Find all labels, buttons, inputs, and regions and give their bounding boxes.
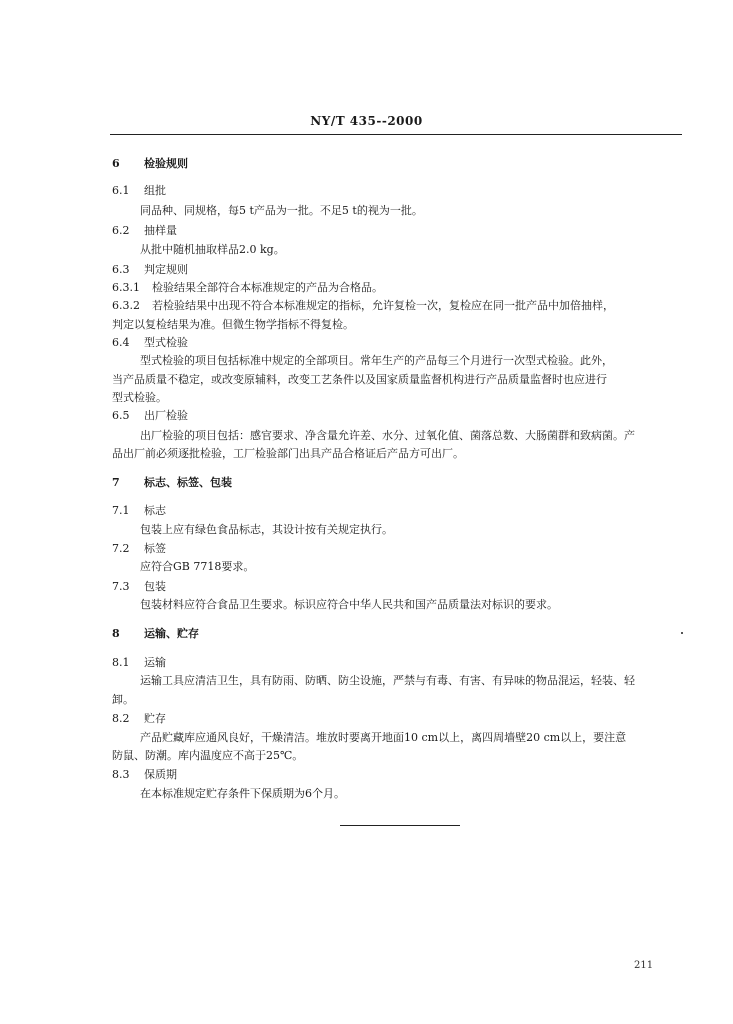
- section-6-4-body-line: 当产品质量不稳定，或改变原辅料，改变工艺条件以及国家质量监督机构进行产品质量监督时也应进行: [112, 373, 607, 386]
- section-number: 6.5: [112, 409, 130, 422]
- section-6-5-body-line: 出厂检验的项目包括：感官要求、净含量允许差、水分、过氧化值、菌落总数、大肠菌群和致病菌。产: [140, 429, 635, 442]
- section-6-5-heading: [112, 409, 188, 423]
- section-6-2-body: 从批中随机抽取样品2.0 kg。: [140, 243, 285, 256]
- section-number: 6.2: [112, 224, 130, 237]
- section-title: 运输: [144, 656, 166, 669]
- section-8-2-body-line: 产品贮藏库应通风良好，干燥清洁。堆放时要离开地面10 cm以上，离四周墙壁20 cm以上，要注意: [140, 731, 627, 744]
- section-8-2-body-line: 防鼠、防潮。库内温度应不高于25℃。: [112, 749, 304, 762]
- section-6-5-body-line: 品出厂前必须逐批检验，工厂检验部门出具产品合格证后产品方可出厂。: [112, 447, 464, 460]
- section-6-2-heading: [112, 224, 177, 238]
- section-7-1-heading: [112, 504, 166, 518]
- section-title: 标签: [144, 542, 166, 555]
- section-8-1-body-line: 卸。: [112, 693, 134, 706]
- section-number: 6.1: [112, 184, 130, 197]
- page-header-code: NY/T 435--2000: [310, 114, 423, 128]
- section-8-heading: [112, 627, 199, 641]
- section-7-2-body: 应符合GB 7718要求。: [140, 560, 255, 573]
- section-6-1-body: 同品种、同规格，每5 t产品为一批。不足5 t的视为一批。: [140, 204, 423, 217]
- section-number: 6.4: [112, 336, 130, 349]
- section-8-3-body: 在本标准规定贮存条件下保质期为6个月。: [140, 787, 345, 800]
- section-text: 检验结果全部符合本标准规定的产品为合格品。: [152, 281, 383, 294]
- section-number: 6: [112, 157, 120, 170]
- section-7-2-heading: [112, 542, 166, 556]
- section-text: 若检验结果中出现不符合本标准规定的指标，允许复检一次，复检应在同一批产品中加倍抽样，: [152, 299, 614, 312]
- section-number: 6.3.2: [112, 299, 140, 312]
- section-number: 8.2: [112, 712, 130, 725]
- section-number: 8: [112, 627, 120, 640]
- section-6-4-heading: [112, 336, 188, 350]
- section-title: 包装: [144, 580, 166, 593]
- section-6-3-2-continued: 判定以复检结果为准。但微生物学指标不得复检。: [112, 318, 354, 331]
- section-8-1-body-line: 运输工具应清洁卫生，具有防雨、防晒、防尘设施，严禁与有毒、有害、有异味的物品混运，轻装、轻: [140, 674, 635, 687]
- section-number: 6.3: [112, 263, 130, 276]
- end-of-document-rule: [340, 825, 460, 826]
- scan-speck: [681, 632, 683, 634]
- section-8-3-heading: [112, 768, 177, 782]
- section-title: 抽样量: [144, 224, 177, 237]
- section-number: 8.3: [112, 768, 130, 781]
- section-title: 组批: [144, 184, 166, 197]
- section-7-3-body: 包装材料应符合食品卫生要求。标识应符合中华人民共和国产品质量法对标识的要求。: [140, 598, 558, 611]
- section-number: 8.1: [112, 656, 130, 669]
- section-6-4-body-line: 型式检验。: [112, 391, 167, 404]
- section-title: 运输、贮存: [144, 627, 199, 640]
- section-title: 检验规则: [144, 157, 188, 170]
- section-number: 7.2: [112, 542, 130, 555]
- section-number: 6.3.1: [112, 281, 140, 294]
- section-7-1-body: 包装上应有绿色食品标志，其设计按有关规定执行。: [140, 523, 393, 536]
- section-title: 标志: [144, 504, 166, 517]
- section-7-3-heading: [112, 580, 166, 594]
- section-title: 型式检验: [144, 336, 188, 349]
- section-title: 出厂检验: [144, 409, 188, 422]
- section-title: 贮存: [144, 712, 166, 725]
- section-8-2-heading: [112, 712, 166, 726]
- section-title: 标志、标签、包装: [144, 476, 232, 489]
- section-6-1-heading: [112, 184, 166, 198]
- section-title: 保质期: [144, 768, 177, 781]
- section-number: 7.1: [112, 504, 130, 517]
- section-6-3-1: [112, 281, 383, 295]
- section-7-heading: [112, 476, 232, 490]
- page-number: 211: [634, 960, 654, 971]
- section-6-3-2: [112, 299, 614, 313]
- section-title: 判定规则: [144, 263, 188, 276]
- section-number: 7: [112, 476, 120, 489]
- header-rule: [110, 134, 682, 135]
- section-number: 7.3: [112, 580, 130, 593]
- section-6-3-heading: [112, 263, 188, 277]
- section-8-1-heading: [112, 656, 166, 670]
- section-6-heading: [112, 157, 188, 171]
- section-6-4-body-line: 型式检验的项目包括标准中规定的全部项目。常年生产的产品每三个月进行一次型式检验。此外，: [140, 354, 613, 367]
